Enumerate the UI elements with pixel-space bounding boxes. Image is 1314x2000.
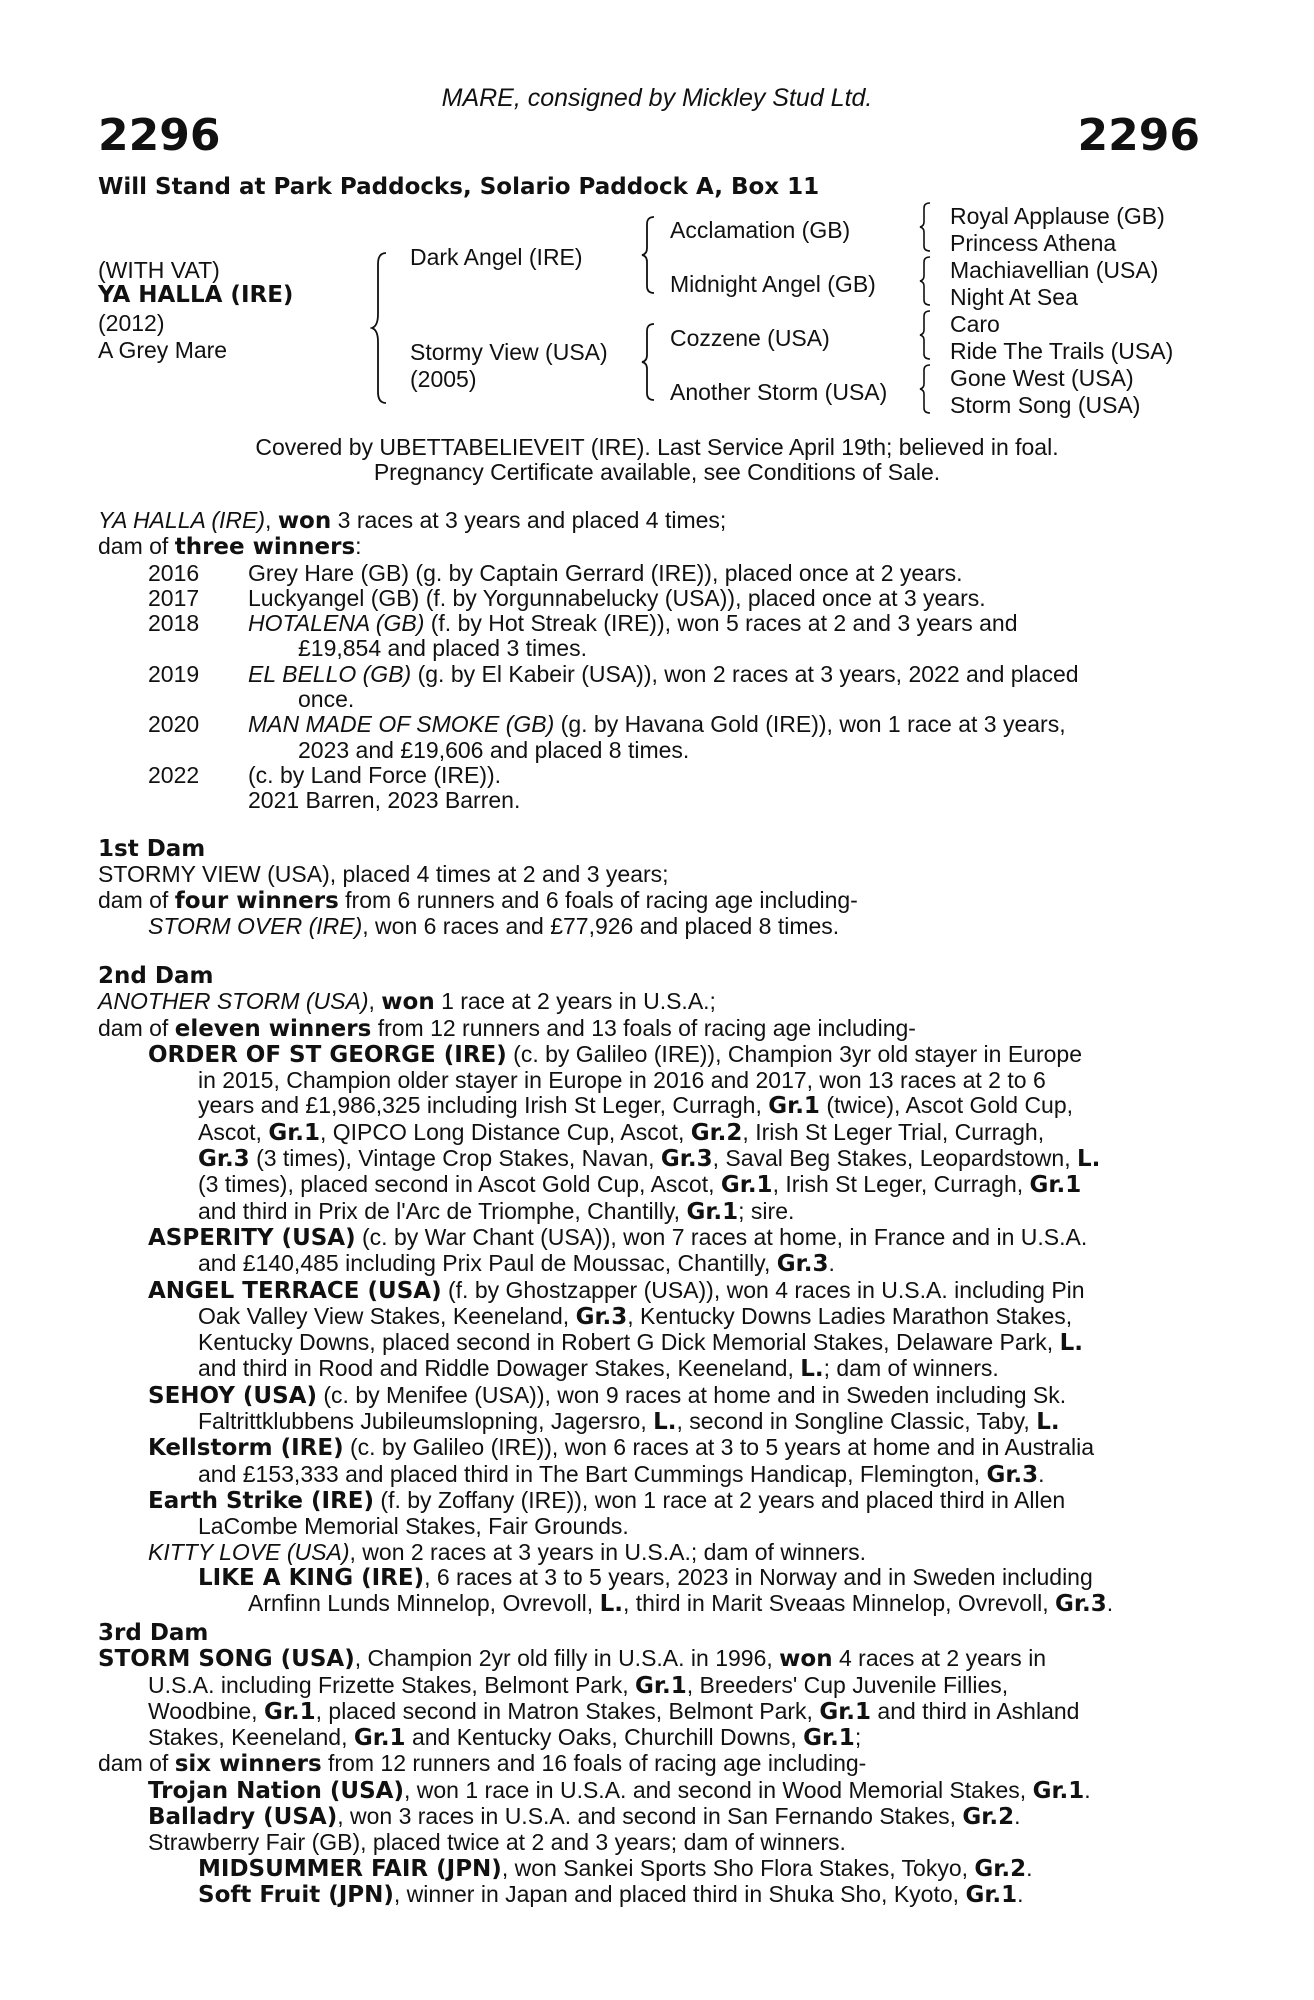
grade-label: Gr.2: [974, 1855, 1027, 1882]
grade-label: Gr.1: [720, 1172, 773, 1199]
produce-year: 2017: [148, 584, 200, 611]
progeny-name: ORDER OF ST GEORGE (IRE): [148, 1041, 507, 1068]
first-dam-section: [98, 837, 1193, 939]
pedigree-brace-g3-3: [918, 310, 934, 360]
produce-row: [148, 561, 1193, 586]
third-dam-dam-of: [98, 1751, 1193, 1777]
progeny-sehoy: [98, 1383, 1193, 1436]
produce-row: [148, 712, 1193, 737]
third-dam-heading: 3rd Dam: [98, 1620, 209, 1646]
horse-name: YA HALLA (IRE): [98, 282, 294, 308]
pedigree-dam-year: (2005): [410, 366, 477, 392]
grade-label: Gr.2: [962, 1804, 1015, 1831]
grade-label: Gr.1: [268, 1119, 320, 1146]
pedigree-sire-brace: [640, 216, 658, 294]
progeny-text: , second in Songline Classic, Taby,: [676, 1408, 1030, 1435]
progeny-name: MIDSUMMER FAIR (JPN): [198, 1855, 502, 1882]
dam-of-label: dam of: [98, 1750, 169, 1777]
grade-label: Gr.1: [263, 1698, 316, 1725]
grade-label: Gr.1: [1029, 1172, 1082, 1199]
covered-note: Covered by UBETTABELIEVEIT (IRE). Last Service April 19th; believed in foal.: [255, 434, 1059, 460]
progeny-text: (twice), Ascot Gold Cup,: [826, 1092, 1074, 1119]
grade-label: Gr.3: [575, 1303, 628, 1330]
progeny-text: and third in Prix de l'Arc de Triomphe, Chantilly,: [198, 1197, 681, 1224]
progeny-like-a-king: LIKE A KING (IRE), 6 races at 3 to 5 years, 2023 in Norway and in Sweden including Arnfinn Lunds Minnelop, Ovrevoll, L., third in Marit Sveaas Minnelop, Ovrevoll, Gr.3.: [198, 1563, 1114, 1618]
progeny-midsummer-fair: MIDSUMMER FAIR (JPN), won Sankei Sports Sho Flora Stakes, Tokyo, Gr.2.: [198, 1854, 1033, 1882]
produce-text: Luckyangel (GB) (f. by Yorgunnabelucky (USA)), placed once at 3 years.: [248, 584, 986, 611]
grade-label: Gr.1: [635, 1672, 687, 1699]
horse-year: (2012): [98, 310, 165, 336]
progeny-asperity: [98, 1225, 1193, 1278]
progeny-text: (3 times), placed second in Ascot Gold Cup, Ascot,: [198, 1171, 715, 1198]
first-dam-line: STORMY VIEW (USA), placed 4 times at 2 and 3 years;: [98, 861, 669, 888]
produce-row: [148, 611, 1193, 636]
progeny-kitty-love: [98, 1540, 1193, 1565]
grade-label: Gr.1: [803, 1725, 855, 1752]
progeny-name: ANGEL TERRACE (USA): [148, 1277, 442, 1304]
progeny-text: (c. by Galileo (IRE)), Champion 3yr old stayer in Europe: [513, 1040, 1083, 1067]
produce-row: [148, 662, 1193, 687]
produce-year: 2020: [148, 711, 200, 738]
grade-label: Gr.3: [660, 1146, 713, 1173]
progeny-name: Balladry (USA): [148, 1804, 338, 1831]
progeny-text: Woodbine,: [148, 1697, 258, 1724]
progeny-balladry: Balladry (USA), won 3 races in U.S.A. and second in San Fernando Stakes, Gr.2.: [148, 1803, 1021, 1831]
produce-text: (c. by Land Force (IRE)).: [248, 761, 502, 788]
progeny-text: ;: [854, 1724, 862, 1751]
progeny-text: , QIPCO Long Distance Cup, Ascot,: [320, 1118, 685, 1145]
produce-year: 2022: [148, 761, 200, 788]
listed-label: L.: [1059, 1330, 1083, 1357]
pedigree-gen3-item: Ride The Trails (USA): [950, 338, 1174, 364]
listed-label: L.: [1076, 1146, 1101, 1173]
pedigree-gen2-item: Another Storm (USA): [670, 379, 888, 405]
listed-label: L.: [1036, 1409, 1060, 1436]
pregnancy-note: Pregnancy Certificate available, see Conditions of Sale.: [373, 459, 941, 485]
progeny-text: (c. by War Chant (USA)), won 7 races at home, in France and in U.S.A.: [362, 1223, 1088, 1250]
progeny-name: Trojan Nation (USA): [148, 1777, 404, 1804]
progeny-text: , Breeders' Cup Juvenile Fillies,: [686, 1671, 1009, 1698]
progeny-earth-strike: [98, 1488, 1193, 1540]
produce-text: (f. by Hot Streak (IRE)), won 5 races at 2 and 3 years and: [430, 610, 1018, 637]
winners-count: six winners: [174, 1751, 322, 1778]
produce-intro: YA HALLA (IRE), won 3 races at 3 years and placed 4 times;: [98, 507, 727, 534]
progeny-text: 4 races at 2 years in: [839, 1645, 1047, 1672]
grade-label: Gr.3: [1055, 1591, 1107, 1618]
produce-name: HOTALENA (GB): [248, 610, 425, 637]
grade-label: Gr.1: [768, 1093, 820, 1120]
progeny-text: (f. by Ghostzapper (USA)), won 4 races in U.S.A. including Pin: [447, 1276, 1085, 1303]
progeny-text: U.S.A. including Frizette Stakes, Belmont Park,: [148, 1671, 629, 1698]
progeny-rest: , won 6 races and £77,926 and placed 8 times.: [362, 912, 840, 939]
produce-text: (g. by El Kabeir (USA)), won 2 races at 3 years, 2022 and placed: [417, 660, 1079, 687]
progeny-text: , Kentucky Downs Ladies Marathon Stakes,: [627, 1302, 1073, 1329]
first-dam-progeny: [98, 914, 1193, 939]
first-dam-heading: 1st Dam: [98, 836, 206, 862]
progeny-text: ; dam of winners.: [823, 1355, 999, 1382]
produce-list: [98, 561, 1193, 814]
first-dam-dam-of: [98, 888, 1193, 914]
pedigree-gen2-item: Midnight Angel (GB): [670, 271, 876, 297]
produce-intro-name: YA HALLA (IRE): [98, 507, 266, 533]
progeny-text: Arnfinn Lunds Minnelop, Ovrevoll,: [248, 1590, 594, 1617]
produce-row: [148, 586, 1193, 611]
stand-location: Will Stand at Park Paddocks, Solario Paddock A, Box 11: [98, 174, 820, 200]
lot-number-right: 2296: [1077, 110, 1200, 161]
won-label: won: [779, 1646, 833, 1673]
progeny-name: STORM OVER (IRE): [148, 912, 363, 939]
grade-label: Gr.1: [819, 1698, 872, 1725]
lot-number-left: 2296: [98, 110, 221, 161]
progeny-text: .: [828, 1250, 835, 1277]
progeny-text: , Irish St Leger Trial, Curragh,: [742, 1118, 1045, 1145]
progeny-text: and £140,485 including Prix Paul de Moussac, Chantilly,: [198, 1250, 771, 1277]
pedigree-dam: Stormy View (USA): [410, 339, 608, 365]
progeny-text: , winner in Japan and placed third in Shuka Sho, Kyoto,: [393, 1880, 960, 1907]
second-dam-name: ANOTHER STORM (USA): [98, 988, 369, 1015]
progeny-text: , won 1 race in U.S.A. and second in Wood Memorial Stakes,: [404, 1776, 1027, 1803]
dam-of-label: dam of: [98, 1014, 169, 1041]
listed-label: L.: [800, 1356, 824, 1383]
winners-count: eleven winners: [174, 1015, 372, 1042]
dam-of-colon: :: [355, 533, 362, 560]
third-dam-section: [98, 1621, 1193, 1908]
produce-text: (g. by Havana Gold (IRE)), won 1 race at 3 years,: [560, 711, 1066, 738]
progeny-text: , won 3 races in U.S.A. and second in San Fernando Stakes,: [337, 1803, 957, 1830]
grade-label: Gr.1: [1032, 1777, 1085, 1804]
pedigree-brace-g3-4: [918, 364, 934, 414]
second-dam-dam-of: [98, 1016, 1193, 1042]
progeny-text: ; sire.: [738, 1197, 795, 1224]
second-dam-section: [98, 964, 1193, 1617]
listed-label: L.: [653, 1409, 677, 1436]
dam-of-rest: from 6 runners and 6 foals of racing age including-: [345, 886, 858, 913]
second-dam-intro: ANOTHER STORM (USA), won 1 race at 2 years in U.S.A.;: [98, 988, 716, 1016]
pedigree-gen3-item: Night At Sea: [950, 284, 1078, 310]
third-dam-name: STORM SONG (USA): [98, 1646, 355, 1673]
winners-count: four winners: [174, 887, 339, 914]
pedigree-dam-brace: [640, 323, 658, 401]
progeny-text: LaCombe Memorial Stakes, Fair Grounds.: [198, 1513, 629, 1540]
produce-year: 2019: [148, 660, 200, 687]
progeny-text: Faltrittklubbens Jubileumslopning, Jagersro,: [198, 1408, 647, 1435]
won-label: won: [277, 508, 332, 534]
pedigree-gen3-item: Machiavellian (USA): [950, 257, 1159, 283]
produce-dam-of: [98, 534, 1193, 560]
second-dam-heading: 2nd Dam: [98, 963, 214, 989]
progeny-text: , third in Marit Sveaas Minnelop, Ovrevoll,: [622, 1590, 1049, 1617]
second-dam-intro-rest: 1 race at 2 years in U.S.A.;: [441, 988, 716, 1015]
produce-barren: 2021 Barren, 2023 Barren.: [248, 787, 521, 814]
progeny-text: (3 times), Vintage Crop Stakes, Navan,: [256, 1145, 655, 1172]
third-dam-storm-song: [98, 1646, 1193, 1751]
grade-label: Gr.3: [198, 1146, 250, 1173]
progeny-name: Earth Strike (IRE): [148, 1487, 375, 1514]
produce-section: [98, 508, 1193, 814]
grade-label: Gr.2: [690, 1119, 743, 1146]
progeny-text: , Saval Beg Stakes, Leopardstown,: [712, 1145, 1071, 1172]
progeny-name: ASPERITY (USA): [148, 1224, 356, 1251]
produce-year: 2016: [148, 559, 200, 586]
progeny-text: , won Sankei Sports Sho Flora Stakes, Tokyo,: [501, 1854, 969, 1881]
grade-label: Gr.3: [776, 1251, 829, 1278]
pedigree-gen3-item: Storm Song (USA): [950, 392, 1141, 418]
progeny-trojan-nation: Trojan Nation (USA), won 1 race in U.S.A. and second in Wood Memorial Stakes, Gr.1.: [148, 1776, 1091, 1804]
produce-text-cont: 2023 and £19,606 and placed 8 times.: [298, 736, 690, 763]
produce-name: EL BELLO (GB): [248, 660, 412, 687]
progeny-text: , 6 races at 3 to 5 years, 2023 in Norway and in Sweden including: [424, 1563, 1093, 1590]
progeny-text: and third in Rood and Riddle Dowager Stakes, Keeneland,: [198, 1355, 794, 1382]
horse-description: A Grey Mare: [98, 337, 228, 363]
progeny-soft-fruit: Soft Fruit (JPN), winner in Japan and placed third in Shuka Sho, Kyoto, Gr.1.: [198, 1880, 1024, 1908]
produce-text-cont: £19,854 and placed 3 times.: [298, 635, 587, 662]
progeny-text: years and £1,986,325 including Irish St Leger, Curragh,: [198, 1092, 762, 1119]
progeny-text: , Irish St Leger, Curragh,: [772, 1171, 1024, 1198]
progeny-text: , won 2 races at 3 years in U.S.A.; dam of winners.: [349, 1538, 866, 1565]
progeny-text: and £153,333 and placed third in The Bart Cummings Handicap, Flemington,: [198, 1460, 981, 1487]
grade-label: Gr.3: [986, 1461, 1039, 1488]
progeny-text: and Kentucky Oaks, Churchill Downs,: [411, 1724, 797, 1751]
progeny-text: (c. by Menifee (USA)), won 9 races at home and in Sweden including Sk.: [323, 1381, 1067, 1408]
pedigree-gen3-item: Caro: [950, 311, 1000, 337]
produce-year: 2018: [148, 610, 200, 637]
produce-text-cont: once.: [298, 686, 355, 713]
pedigree-brace-g3-2: [918, 256, 934, 306]
pedigree-gen3-item: Princess Athena: [950, 230, 1117, 256]
pedigree-gen2-item: Cozzene (USA): [670, 325, 830, 351]
vat-note: (WITH VAT): [98, 257, 220, 283]
progeny-text: (f. by Zoffany (IRE)), won 1 race at 2 years and placed third in Allen: [380, 1486, 1066, 1513]
winners-count: three winners: [174, 534, 356, 561]
progeny-order-of-st-george: [98, 1042, 1193, 1225]
produce-intro-rest: 3 races at 3 years and placed 4 times;: [337, 507, 727, 533]
consignor-line: MARE, consigned by Mickley Stud Ltd.: [441, 84, 873, 112]
pedigree-brace-g3-1: [918, 202, 934, 252]
progeny-name: SEHOY (USA): [148, 1382, 317, 1409]
dam-of-label: dam of: [98, 886, 169, 913]
pedigree-sire: Dark Angel (IRE): [410, 244, 583, 270]
dam-of-rest: from 12 runners and 16 foals of racing age including-: [328, 1750, 867, 1777]
produce-text: Grey Hare (GB) (g. by Captain Gerrard (IRE)), placed once at 2 years.: [248, 559, 963, 586]
progeny-text: Stakes, Keeneland,: [148, 1724, 348, 1751]
progeny-name: LIKE A KING (IRE): [198, 1564, 425, 1591]
grade-label: Gr.1: [965, 1881, 1018, 1908]
progeny-name: KITTY LOVE (USA): [148, 1538, 350, 1565]
progeny-text: , placed second in Matron Stakes, Belmont Park,: [315, 1697, 813, 1724]
progeny-text: in 2015, Champion older stayer in Europe in 2016 and 2017, won 13 races at 2 to 6: [198, 1067, 1046, 1094]
progeny-text: Kentucky Downs, placed second in Robert G Dick Memorial Stakes, Delaware Park,: [198, 1329, 1054, 1356]
progeny-text: Oak Valley View Stakes, Keeneland,: [198, 1302, 570, 1329]
dam-of-label: dam of: [98, 533, 169, 560]
progeny-kellstorm: Kellstorm (IRE) (c. by Galileo (IRE)), won 6 races at 3 to 5 years at home and in Australia and £153,333 and placed third in The Bart Cummings Handicap, Flemington, Gr.3.: [148, 1434, 1094, 1488]
pedigree-gen3-item: Gone West (USA): [950, 365, 1134, 391]
progeny-text: , Champion 2yr old filly in U.S.A. in 1996,: [354, 1645, 773, 1672]
progeny-text: (c. by Galileo (IRE)), won 6 races at 3 to 5 years at home and in Australia: [349, 1434, 1094, 1461]
progeny-name: Kellstorm (IRE): [148, 1435, 344, 1462]
progeny-text: and third in Ashland: [877, 1697, 1080, 1724]
dam-of-rest: from 12 runners and 13 foals of racing age including-: [377, 1014, 916, 1041]
listed-label: L.: [599, 1591, 623, 1618]
progeny-name: Soft Fruit (JPN): [198, 1881, 394, 1908]
produce-name: MAN MADE OF SMOKE (GB): [248, 711, 555, 738]
grade-label: Gr.1: [353, 1725, 406, 1752]
produce-row: [148, 763, 1193, 788]
progeny-text: Ascot,: [198, 1118, 262, 1145]
progeny-angel-terrace: [98, 1278, 1193, 1383]
pedigree-gen2-item: Acclamation (GB): [670, 217, 851, 243]
pedigree-main-brace: [370, 252, 390, 404]
won-label: won: [381, 989, 435, 1016]
progeny-strawberry-fair: Strawberry Fair (GB), placed twice at 2 and 3 years; dam of winners.: [148, 1829, 846, 1856]
pedigree-gen3-item: Royal Applause (GB): [950, 203, 1165, 229]
grade-label: Gr.1: [686, 1198, 739, 1225]
